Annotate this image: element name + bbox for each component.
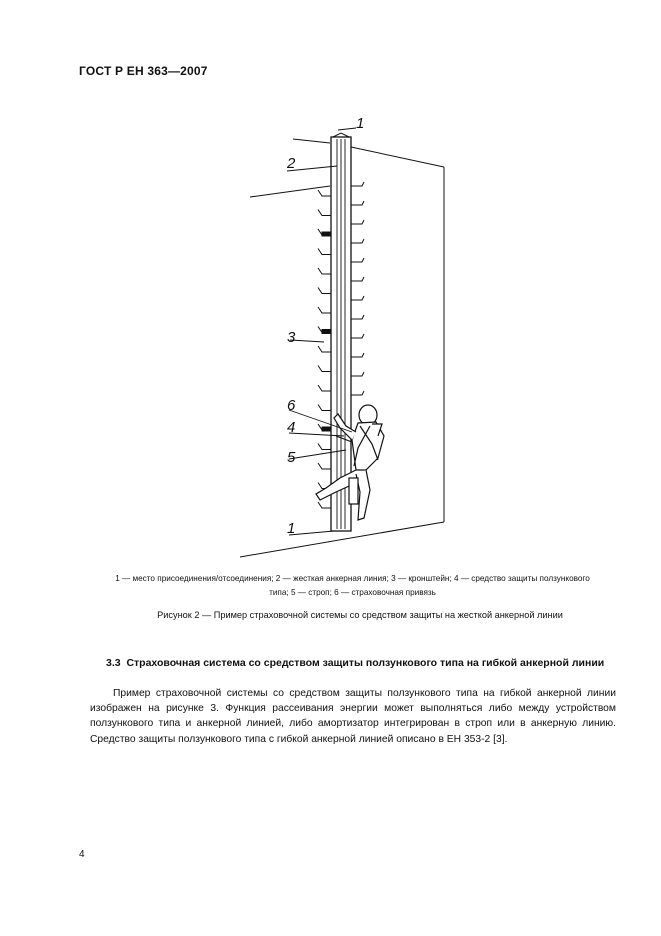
anchor-rail [331, 133, 351, 531]
callout-3: 3 [287, 329, 296, 346]
bracket-clamp [322, 232, 331, 236]
bracket-right [351, 258, 364, 262]
bracket-clamp [322, 330, 331, 334]
callout-2: 2 [287, 155, 296, 172]
bracket-left [318, 210, 331, 216]
bracket-left [318, 385, 331, 391]
bracket-right [351, 277, 364, 281]
bracket-right [351, 353, 364, 357]
callout-6: 6 [287, 397, 296, 414]
bracket-right [351, 315, 364, 319]
section-paragraph: Пример страховочной системы со средством защиты ползункового типа на гибкой анкерной линии изображен на рисунке 3. Функция рассеивания энергии может выполняться либо между устройством ползункового типа и анкерной линией, либо амортизатор интегрирован в строп или в анкерную линию. Средство защиты ползункового типа с гибкой анкерной линией описано в ЕН 353-2 [3]. [90, 688, 616, 745]
bracket-right [351, 372, 364, 376]
bracket-left [318, 346, 331, 352]
section-title: Страховочная система со средством защиты ползункового типа на гибкой анкерной линии [126, 657, 605, 669]
bracket-right [351, 220, 364, 224]
bracket-left [318, 190, 331, 196]
bracket-right [351, 201, 364, 205]
bracket-left [318, 502, 331, 508]
section-number: 3.3 [106, 657, 121, 669]
bracket-left [318, 249, 331, 255]
bracket-left [318, 405, 331, 411]
callout-1-top: 1 [356, 115, 365, 132]
section-heading [90, 656, 612, 671]
figure-caption: Рисунок 2 — Пример страховочной системы со средством защиты на жесткой анкерной линии [157, 610, 563, 620]
callout-4: 4 [287, 419, 296, 436]
figure-legend-line-2: типа; 5 — строп; 6 — страховочная привязь [269, 588, 436, 597]
bracket-left [318, 463, 331, 469]
bracket-right [351, 334, 364, 338]
bracket-left [318, 268, 331, 274]
bracket-left [318, 288, 331, 294]
bracket-clamp [322, 427, 331, 431]
bracket-right [351, 391, 364, 395]
callout-5: 5 [287, 449, 296, 466]
bracket-left [318, 444, 331, 450]
bracket-right [351, 182, 364, 186]
page-number: 4 [79, 849, 85, 860]
bracket-left [318, 366, 331, 372]
figure-legend-line-1: 1 — место присоединения/отсоединения; 2 — жесткая анкерная линия; 3 — кронштейн; 4 — средство защиты ползункового [115, 574, 590, 583]
callout-1-bottom: 1 [287, 520, 296, 537]
document-header: ГОСТ Р ЕН 363—2007 [79, 64, 208, 78]
bracket-right [351, 239, 364, 243]
bracket-left [318, 307, 331, 313]
figure-legend [60, 572, 645, 600]
bracket-right [351, 296, 364, 300]
